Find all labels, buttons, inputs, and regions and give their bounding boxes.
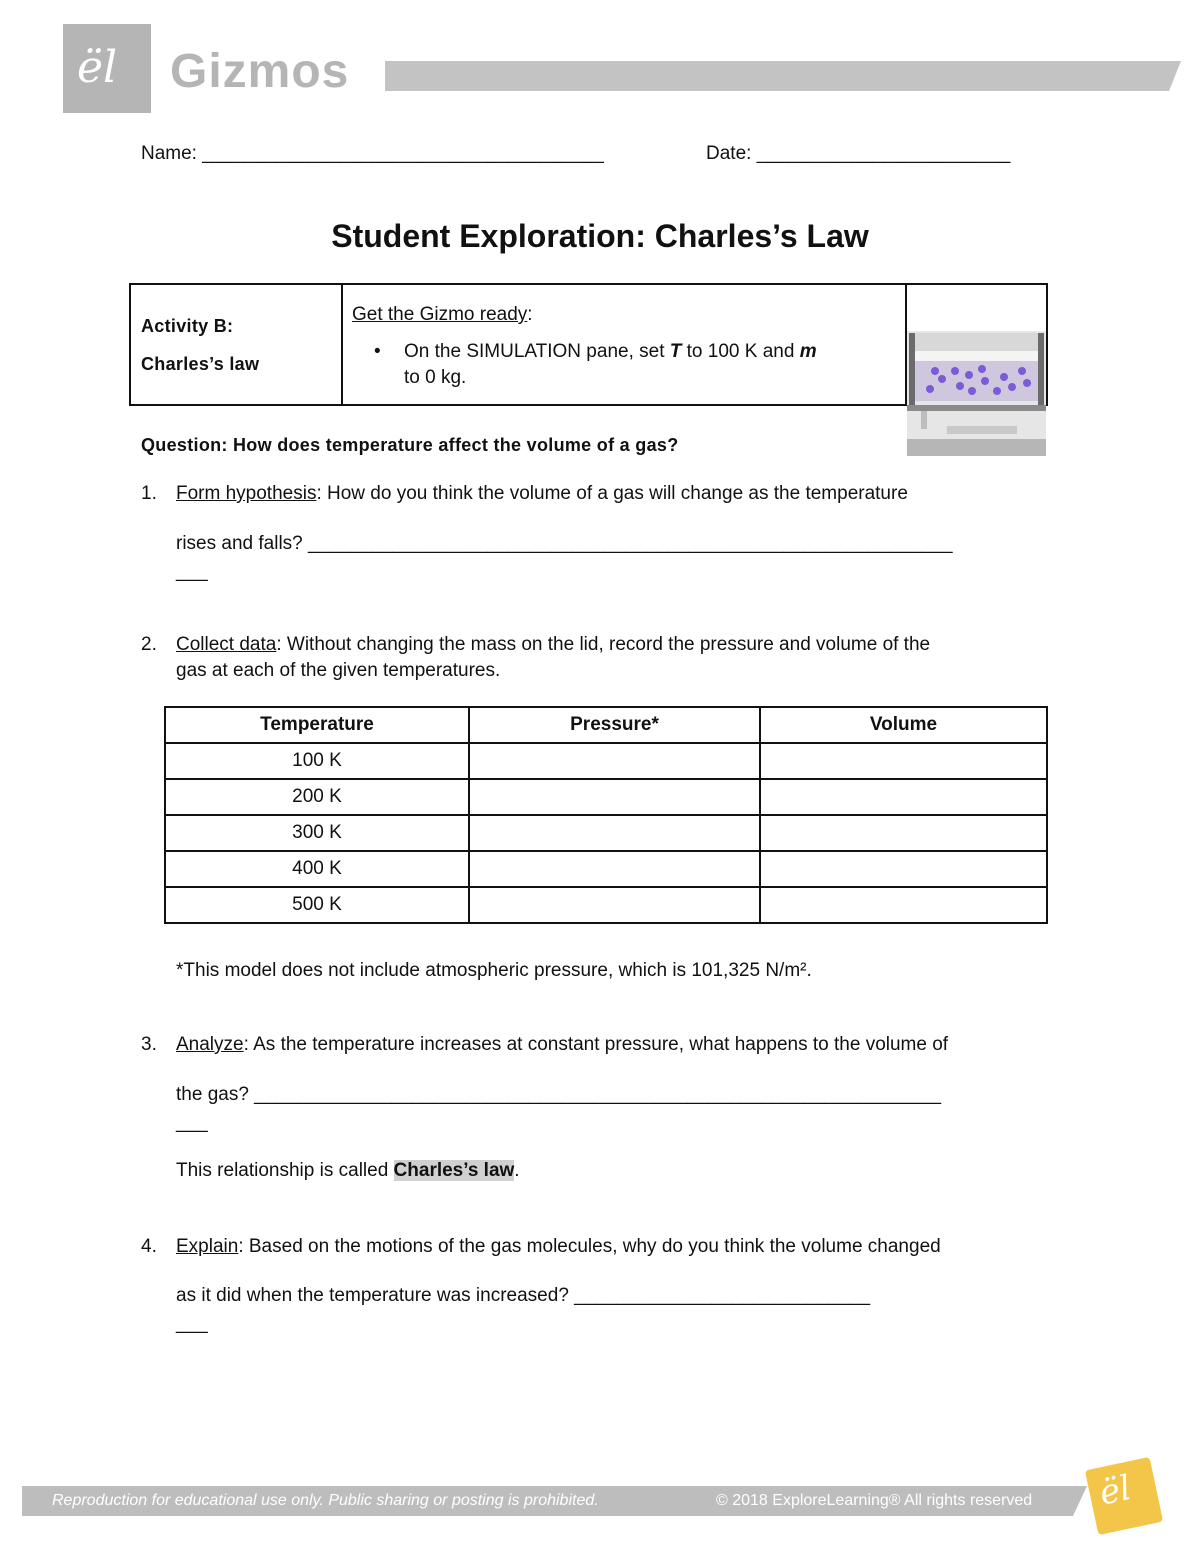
simulation-thumbnail [907,331,1046,456]
table-row [165,887,1047,923]
logo-glyph: ël [77,42,118,93]
pressure-input-cell[interactable] [469,779,760,815]
q1-number: 1. [141,483,157,504]
q3-number: 3. [141,1034,157,1055]
explorelearning-logo [1085,1457,1163,1535]
q2-number: 2. [141,634,157,655]
brand-name: Gizmos [170,45,350,98]
bullet-icon: • [374,341,381,362]
ready-instruction-cont: to 0 kg. [404,367,467,388]
table-row [165,851,1047,887]
header-volume: Volume [760,707,1047,743]
temperature-cell: 300 K [165,815,469,851]
gizmos-logo [63,24,151,113]
q3-prompt: Analyze: As the temperature increases at constant pressure, what happens to the volume of [176,1034,949,1055]
temperature-cell: 500 K [165,887,469,923]
volume-input-cell[interactable] [760,743,1047,779]
volume-input-cell[interactable] [760,887,1047,923]
activity-subtitle: Charles’s law [141,354,260,374]
footer-notice: Reproduction for educational use only. Public sharing or posting is prohibited. [52,1492,599,1509]
date-field[interactable]: Date: ________________________ [706,143,1011,164]
temperature-cell: 100 K [165,743,469,779]
volume-input-cell[interactable] [760,815,1047,851]
activity-label: Activity B: [141,316,234,336]
activity-divider [341,283,343,406]
data-table [164,706,1048,924]
footer-copyright: © 2018 ExploreLearning® All rights reserved [716,1492,1033,1509]
q1-answer-line-cont[interactable]: ___ [176,561,208,582]
table-footnote: *This model does not include atmospheric pressure, which is 101,325 N/m². [176,960,812,981]
ready-heading: Get the Gizmo ready: [352,304,533,325]
header-temperature: Temperature [165,707,469,743]
q2-prompt: Collect data: Without changing the mass on the lid, record the pressure and volume of the [176,634,931,655]
table-row [165,815,1047,851]
pressure-input-cell[interactable] [469,815,760,851]
q4-number: 4. [141,1236,157,1257]
footer-logo-glyph: ël [1095,1467,1135,1514]
pressure-input-cell[interactable] [469,851,760,887]
volume-input-cell[interactable] [760,851,1047,887]
header-pressure: Pressure* [469,707,760,743]
question-heading: Question: How does temperature affect the volume of a gas? [141,435,679,455]
q4-answer-line-cont[interactable]: ___ [176,1313,208,1334]
ready-instruction: On the SIMULATION pane, set T to 100 K and m [404,341,817,362]
q2-prompt-cont: gas at each of the given temperatures. [176,660,501,681]
relationship-sentence: This relationship is called Charles’s law. [176,1160,520,1181]
q1-answer-line[interactable]: rises and falls? _____________________________________________________________ [176,533,953,554]
q4-answer-line[interactable]: as it did when the temperature was increased? ____________________________ [176,1285,871,1306]
volume-input-cell[interactable] [760,779,1047,815]
pressure-input-cell[interactable] [469,743,760,779]
q3-answer-line-cont[interactable]: ___ [176,1112,208,1133]
temperature-cell: 400 K [165,851,469,887]
page-title: Student Exploration: Charles’s Law [331,218,869,254]
header-bar [385,61,1181,91]
table-header-row [165,707,1047,743]
table-row [165,743,1047,779]
q1-prompt: Form hypothesis: How do you think the volume of a gas will change as the temperature [176,483,908,504]
q3-answer-line[interactable]: the gas? _________________________________________________________________ [176,1084,942,1105]
q4-prompt: Explain: Based on the motions of the gas molecules, why do you think the volume changed [176,1236,941,1257]
name-field[interactable]: Name: ______________________________________ [141,143,604,164]
temperature-cell: 200 K [165,779,469,815]
table-row [165,779,1047,815]
charles-law-term: Charles’s law [393,1160,515,1181]
pressure-input-cell[interactable] [469,887,760,923]
